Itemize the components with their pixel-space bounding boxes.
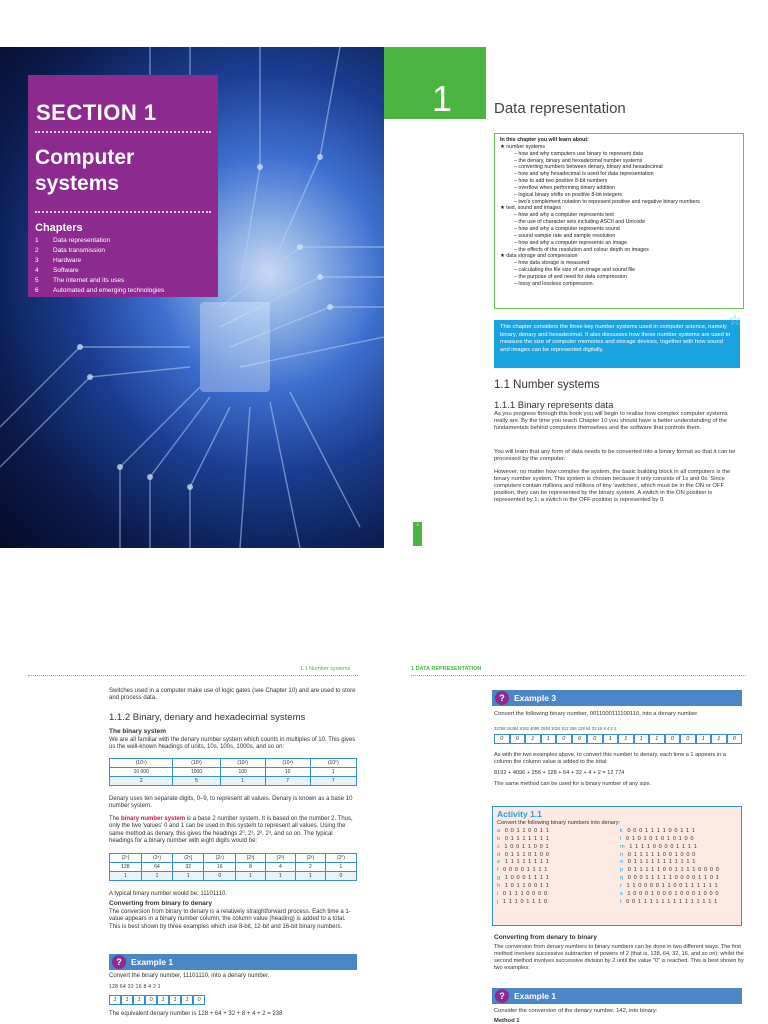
activity-item-value: 0 1 1 1 1 1 1 1 1 1 1 1 (627, 859, 696, 866)
table-cell: 10 (265, 768, 310, 777)
table-cell: 0 (204, 872, 236, 881)
activity-item-key: e (497, 859, 501, 866)
bit-cell: 1 (541, 734, 557, 744)
learn-item: – how and why a computer represents an image (514, 239, 628, 246)
activity-item-value: 0 1 1 1 1 1 1 1 (504, 835, 550, 842)
table-cell: 64 (141, 863, 172, 872)
activity-item-value: 0 0 0 0 1 1 1 1 (503, 867, 548, 874)
table-cell: (10⁴) (110, 759, 173, 768)
header-rule (411, 675, 746, 676)
sum-line: 8192 + 4096 + 256 + 128 + 64 + 32 + 4 + 2 = 12 774 (494, 770, 625, 776)
paragraph: You will learn that any form of data needs to be converted into a binary format so that it can be processed by the computer. (494, 449, 736, 463)
table-cell: 8 (236, 863, 266, 872)
activity-item-key: c (497, 843, 501, 850)
table-cell: 4 (265, 863, 295, 872)
learn-item: – logical binary shifts on positive 8-bit integers (514, 191, 623, 198)
chapter-number: 1 (432, 78, 453, 119)
activity-item (497, 844, 550, 852)
example-title: Example 1 (514, 991, 557, 1001)
chapter-item (35, 286, 164, 296)
bit-cell: 1 (169, 995, 181, 1005)
activity-item (620, 891, 719, 899)
table-cell: 1 (236, 872, 266, 881)
learn-item: – two's complement notation to represent positive and negative binary numbers (514, 198, 700, 205)
table-cell: 7 (310, 777, 356, 786)
activity-item-value: 1 1 1 1 0 0 0 0 1 1 1 1 (629, 843, 698, 850)
table-cell: (10⁰) (310, 759, 356, 768)
activity-item-key: r (620, 882, 623, 889)
chapter-item (35, 246, 164, 256)
heading-denary-to-binary: Converting from denary to binary (494, 934, 597, 941)
chapter-item-title: Data transmission (53, 247, 106, 254)
table-cell: 10 000 (110, 768, 173, 777)
paragraph: As you progress through this book you will begin to realise how complex computer systems really are. By the time you reach Chapter 10 you should have a better understanding of the fundamentals behind computers themselves and the software that controls them. (494, 411, 728, 432)
paragraph: A typical binary number would be: 11101110. (109, 891, 227, 897)
learn-item: – the denary, binary and hexadecimal number systems (514, 157, 643, 164)
chapter-item-number: 3 (35, 257, 39, 264)
bit-cell: 1 (634, 734, 650, 744)
table-cell: 2 (295, 863, 325, 872)
activity-item (497, 875, 550, 883)
paragraph: The conversion from denary numbers to binary numbers can be done in two different ways. The first method involves successive subtraction of powers of 2 (that is, 128, 64, 32, 16, and so on); whilst the second method involves successive division by 2 until the value "0" is reached. This is best shown by two examples: (494, 944, 744, 971)
learn-item: – how and why hexadecimal is used for data representation (514, 171, 654, 178)
header-rule (28, 675, 358, 676)
text: The (109, 816, 122, 822)
activity-item-value: 0 0 1 1 0 0 1 1 (504, 828, 550, 834)
table-row (110, 854, 357, 863)
heading-number-systems: 1.1 Number systems (494, 379, 600, 391)
activity-item-key: a (497, 828, 501, 834)
chapter-item-number: 4 (35, 267, 39, 274)
bit-cell: 1 (133, 995, 145, 1005)
bit-cell: 1 (618, 734, 634, 744)
table-row (110, 863, 357, 872)
example-title: Example 1 (131, 957, 174, 967)
example-result: The equivalent denary number is 128 + 64 + 32 + 8 + 4 + 2 = 238 (109, 1011, 283, 1017)
table-cell: 16 (204, 863, 236, 872)
table-cell: (10¹) (265, 759, 310, 768)
learning-objectives-box (494, 133, 744, 309)
chapter-item-number: 6 (35, 287, 39, 294)
activity-item-key: n (620, 851, 624, 858)
chapter-item-title: The internet and its uses (53, 277, 125, 284)
highlight-term: binary number system (121, 816, 186, 822)
activity-item (620, 899, 719, 907)
chapter-item-title: Data representation (53, 237, 111, 244)
example-text: Convert the binary number, 11101110, into a denary number. (109, 973, 270, 979)
paragraph-binary-system (109, 816, 357, 845)
learn-item: – how to add two positive 8-bit numbers (514, 178, 608, 185)
activity-item (497, 891, 550, 899)
activity-item-key: j (497, 898, 499, 905)
activity-column-right (620, 828, 719, 906)
learn-item: – the purpose of and need for data compression (514, 273, 627, 280)
bit-cell: 0 (145, 995, 157, 1005)
learn-list (500, 144, 738, 288)
heading-binary-denary-hex: 1.1.2 Binary, denary and hexadecimal systems (109, 712, 306, 723)
denary-table (109, 758, 357, 786)
table-cell: 32 (173, 863, 204, 872)
table-cell: (2⁵) (173, 854, 204, 863)
running-header-left: 1.1 Number systems (300, 666, 351, 672)
table-cell: (2⁰) (325, 854, 356, 863)
column-headings: 128 64 32 16 8 4 2 1 (109, 984, 161, 990)
heading-binary-represents-data: 1.1.1 Binary represents data (494, 400, 614, 411)
bit-cell: 0 (510, 734, 526, 744)
example-text: Consider the conversion of the denary number, 142, into binary: (494, 1008, 658, 1014)
paragraph: We are all familiar with the denary number system which counts in multiples of 10. This gives us the well-known headings of units, 10s, 100s, 1000s, and so on: (109, 737, 356, 751)
learn-item: ★ text, sound and images (500, 205, 561, 212)
learn-item: – sound sample rate and sample resolution (514, 232, 616, 239)
bit-cell: 0 (494, 734, 510, 744)
table-cell: 1000 (173, 768, 220, 777)
table-cell: 2 (110, 777, 173, 786)
table-cell: (2¹) (295, 854, 325, 863)
example-3-bar (492, 690, 742, 706)
table-row (110, 768, 357, 777)
activity-item-value: 0 1 1 1 1 1 0 0 1 0 0 0 (627, 851, 696, 858)
table-row (110, 777, 357, 786)
activity-column-left (497, 828, 550, 906)
bit-cell: 0 (587, 734, 603, 744)
bit-cell: 1 (649, 734, 665, 744)
chapter-item (35, 266, 164, 276)
activity-item-key: l (620, 835, 622, 842)
table-cell: 1 (110, 872, 142, 881)
table-row (110, 759, 357, 768)
section-title (35, 145, 134, 197)
example-title: Example 3 (514, 693, 557, 703)
activity-item (620, 859, 719, 867)
binary-table (109, 853, 357, 881)
method-label: Method 1 (494, 1018, 520, 1024)
question-icon: ? (495, 691, 509, 705)
activity-item (497, 883, 550, 891)
activity-title: Activity 1.1 (497, 809, 542, 819)
paragraph: Switches used in a computer make use of logic gates (see Chapter 10) and are used to store and process data. (109, 688, 356, 702)
chapter-item (35, 276, 164, 286)
table-cell: (10³) (173, 759, 220, 768)
table-row (110, 872, 357, 881)
table-cell: 1 (295, 872, 325, 881)
bit-cell: 1 (525, 734, 541, 744)
bit-cell: 1 (181, 995, 193, 1005)
activity-item-value: 1 1 1 0 1 1 1 0 (502, 898, 548, 905)
activity-item-key: q (620, 875, 624, 882)
learn-item: – calculating the file size of an image and sound file (514, 267, 636, 274)
activity-item-key: s (620, 890, 624, 897)
learn-item: – how and why a computer represents sound (514, 225, 620, 232)
chapter-item-number: 5 (35, 277, 39, 284)
bit-cell: 1 (603, 734, 619, 744)
table-cell: 100 (220, 768, 265, 777)
learn-item: – the use of character sets including ASCII and Unicode (514, 219, 646, 226)
table-cell: 5 (173, 777, 220, 786)
learn-item: – overflow when performing binary addition (514, 184, 615, 191)
learn-item: ★ number systems (500, 143, 546, 150)
example-1-bar (109, 954, 357, 970)
table-cell: 1 (325, 863, 356, 872)
learn-item: – the effects of the resolution and colour depth on images (514, 246, 649, 253)
chapter-item (35, 256, 164, 266)
activity-item (497, 828, 550, 836)
running-header-right: 1 DATA REPRESENTATION (411, 666, 482, 672)
activity-item-key: p (620, 867, 624, 874)
activity-item (497, 852, 550, 860)
bit-cell: 0 (727, 734, 743, 744)
activity-item (620, 883, 719, 891)
activity-item-value: 1 0 0 0 1 1 1 1 (504, 875, 550, 882)
activity-item (620, 836, 719, 844)
heading-binary-system: The binary system (109, 728, 167, 735)
table-cell: 1 (141, 872, 172, 881)
table-cell: 1 (173, 872, 204, 881)
bit-row (109, 995, 205, 1005)
activity-item-key: m (620, 843, 626, 850)
table-cell: (2⁴) (204, 854, 236, 863)
activity-item-key: h (497, 882, 501, 889)
table-cell: 0 (325, 872, 356, 881)
activity-item-value: 1 0 0 1 1 0 0 1 (504, 843, 550, 850)
intro-box: This chapter considers the three key number systems used in computer science, namely binary, denary and hexadecimal. It also discusses how these number systems are used to measure the size of computer memories and storage devices, together with how sound and images can be represented digitally. (494, 320, 740, 368)
activity-item (497, 836, 550, 844)
table-cell: 7 (265, 777, 310, 786)
activity-item-value: 0 0 1 1 1 1 1 1 1 1 1 1 1 1 1 1 (626, 898, 718, 905)
paragraph: The conversion from binary to denary is a relatively straightforward process. Each time a 1-value appears in a binary number column, the column value (heading) is added to a total. This is best shown by three examples which use 8-bit, 12-bit and 16-bit binary numbers. (109, 909, 351, 930)
activity-item-value: 0 1 1 1 1 1 0 0 1 1 1 1 0 0 0 0 (627, 867, 720, 874)
activity-item-key: k (620, 828, 624, 834)
section-label: SECTION 1 (36, 100, 157, 125)
chapter-item-title: Automated and emerging technologies (53, 287, 165, 294)
activity-item-key: b (497, 835, 501, 842)
activity-item (620, 828, 719, 836)
activity-item (620, 867, 719, 875)
activity-item (497, 859, 550, 867)
section-title-line: systems (35, 172, 120, 195)
chapter-item-number: 1 (35, 237, 39, 244)
activity-item (620, 875, 719, 883)
activity-item-key: f (497, 867, 500, 874)
column-headings: 32768 16384 8192 4096 2048 1024 512 256 128 64 32 16 8 4 2 1 (494, 726, 617, 731)
activity-item-value: 1 1 0 0 0 0 1 1 0 0 1 1 1 1 1 1 (626, 882, 719, 889)
table-cell: 128 (110, 863, 142, 872)
activity-item-key: t (620, 898, 623, 905)
bit-cell: 0 (680, 734, 696, 744)
activity-item-value: 0 1 1 1 0 0 0 0 (502, 890, 548, 897)
activity-item-value: 1 0 0 0 1 0 0 0 1 0 0 0 1 0 0 0 (627, 890, 720, 897)
paragraph: As with the two examples above, to convert this number to denary, each time a 1 appears in a column the column value is added to the total: (494, 752, 726, 765)
bit-row (494, 734, 742, 744)
star-icon: ☆ (728, 312, 742, 329)
question-icon: ? (112, 955, 126, 969)
bit-cell: 1 (121, 995, 133, 1005)
learn-item: – how data storage is measured (514, 260, 590, 267)
learn-item: – how and why computers use binary to represent data (514, 150, 643, 157)
question-icon: ? (495, 989, 509, 1003)
chapter-item (35, 236, 164, 246)
paragraph: However, no matter how complex the system, the basic building block in all computers is the binary number system. This system is chosen because it only consists of 1s and 0s. Since computers contain millions and millions of tiny 'switches', which must be in the ON or OFF position, they can be represented by the binary system. A switch in the ON position is represented by 1; a switch in the OFF position is represented by 0. (494, 469, 731, 504)
table-cell: (2²) (265, 854, 295, 863)
table-cell: (10²) (220, 759, 265, 768)
chapter-title: Data representation (494, 100, 626, 117)
learn-item: – lossy and lossless compression. (514, 280, 595, 287)
divider (35, 131, 211, 133)
chapter-item-title: Software (53, 267, 79, 274)
bit-cell: 0 (572, 734, 588, 744)
activity-item (620, 844, 719, 852)
chapter-item-number: 2 (35, 247, 39, 254)
chapter-item-title: Hardware (53, 257, 82, 264)
example-1b-bar (492, 988, 742, 1004)
paragraph: Denary uses ten separate digits, 0–9, to represent all values. Denary is known as a base 10 number system. (109, 796, 353, 810)
activity-item-value: 0 1 1 1 0 1 0 0 (504, 851, 550, 858)
bit-cell: 0 (556, 734, 572, 744)
activity-item-value: 0 0 0 1 1 1 1 1 0 0 0 0 1 1 0 1 (627, 875, 720, 882)
divider (35, 211, 211, 213)
table-cell: (2⁶) (141, 854, 172, 863)
table-cell: (2³) (236, 854, 266, 863)
activity-item (620, 852, 719, 860)
table-cell: 1 (265, 872, 295, 881)
activity-item-value: 0 1 0 1 0 1 0 1 0 1 0 0 (625, 835, 695, 842)
example-text: Convert the following binary number, 0011000111100110, into a denary number. (494, 711, 699, 717)
learn-item: – converting numbers between denary, binary and hexadecimal (514, 164, 663, 171)
table-cell: 1 (220, 777, 265, 786)
section-title-line: Computer (35, 146, 135, 169)
activity-item-key: d (497, 851, 501, 858)
activity-item-value: 1 0 1 1 0 0 1 1 (504, 882, 550, 889)
chapters-heading: Chapters (35, 222, 83, 234)
bit-cell: 0 (193, 995, 205, 1005)
learn-item: ★ data storage and compression (500, 253, 578, 260)
learn-item: – how and why a computer represents text (514, 212, 614, 219)
activity-instruction: Convert the following binary numbers into denary: (497, 820, 621, 826)
bit-cell: 0 (665, 734, 681, 744)
activity-item-value: 1 1 1 1 1 1 1 1 (504, 859, 550, 866)
activity-item (497, 899, 550, 907)
bit-cell: 1 (157, 995, 169, 1005)
activity-item-value: 0 0 0 1 1 1 1 0 0 1 1 1 (627, 828, 696, 834)
activity-item (497, 867, 550, 875)
activity-item-key: i (497, 890, 499, 897)
page-number: 3 (413, 522, 422, 546)
chapters-list (35, 236, 164, 296)
bit-cell: 1 (711, 734, 727, 744)
bit-cell: 1 (109, 995, 121, 1005)
heading-binary-to-denary: Converting from binary to denary (109, 900, 212, 907)
table-cell: (2⁷) (110, 854, 142, 863)
activity-item-key: o (620, 859, 624, 866)
text: is a base 2 number system. It is based on the number 2. Thus, only the two 'values' 0 and 1 can be used in this system to represent all values. Using the same method as denary, this gives the headings 2⁰, 2¹, 2², 2³, and so on. The typical headings for a binary number with eight digits would be: (109, 816, 353, 844)
table-cell: 1 (310, 768, 356, 777)
bit-cell: 1 (696, 734, 712, 744)
activity-item-key: g (497, 875, 501, 882)
learn-heading: In this chapter you will learn about: (500, 137, 589, 143)
paragraph: The same method can be used for a binary number of any size. (494, 781, 652, 787)
